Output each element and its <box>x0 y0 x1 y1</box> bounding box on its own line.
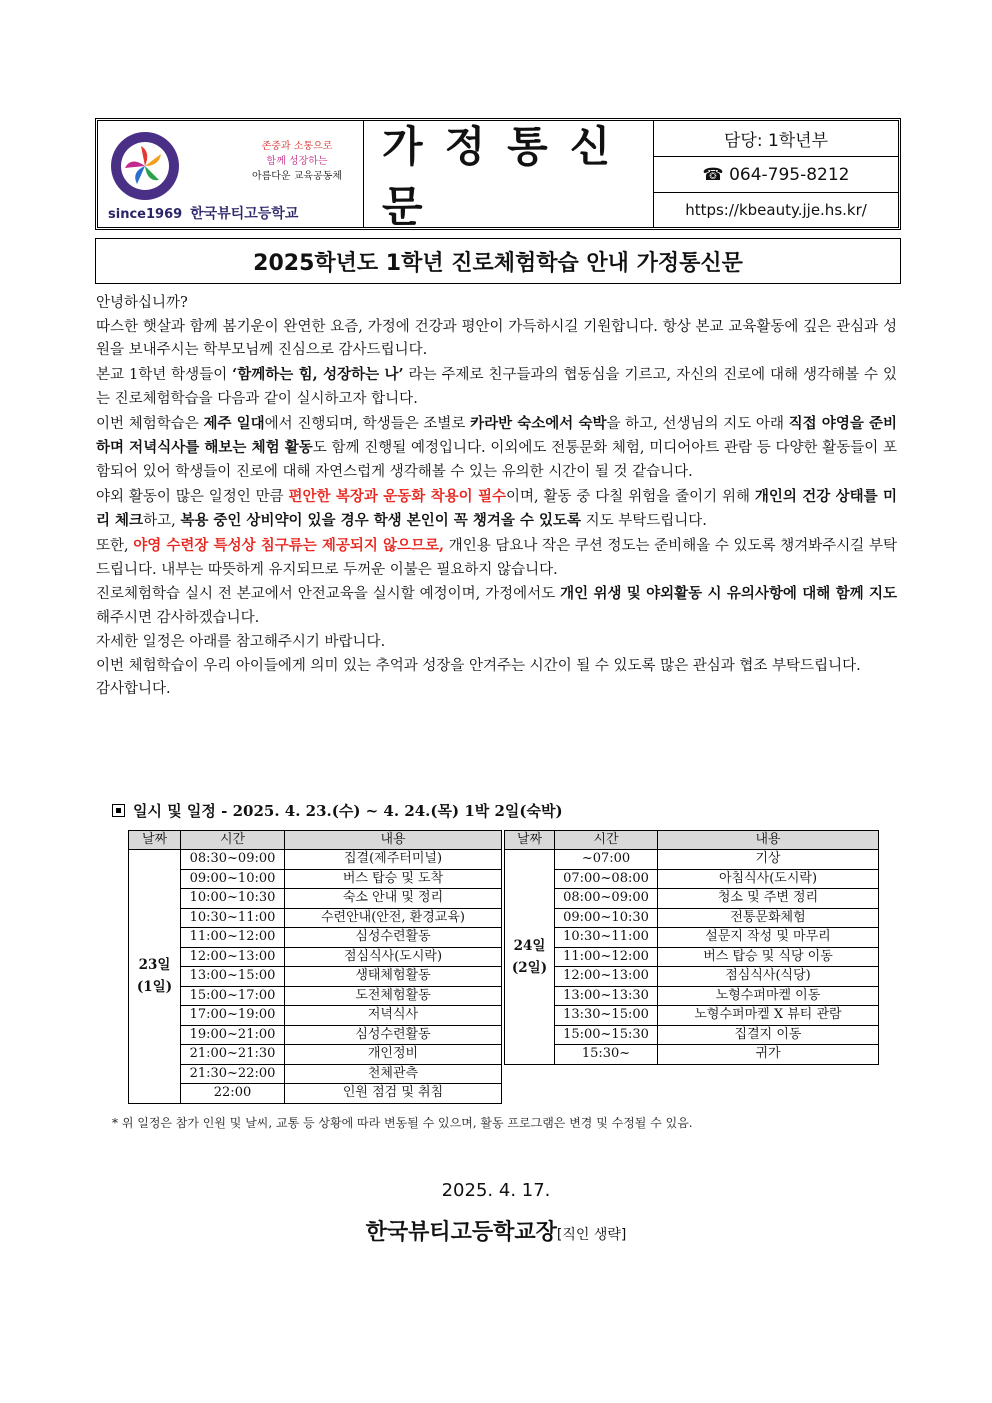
since-label: since1969 <box>108 207 183 222</box>
table-row <box>129 889 502 909</box>
logo-area <box>98 121 364 227</box>
day-cell <box>129 850 181 1104</box>
content-cell: 생태체험활동 <box>285 967 502 987</box>
content-cell: 설문지 작성 및 마무리 <box>658 928 879 948</box>
red-emphasis: 야영 수련장 특성상 침구류는 제공되지 않으므로, <box>133 537 445 555</box>
text: 이번 체험학습은 <box>96 415 204 432</box>
text: 또한, <box>96 538 134 555</box>
table-row <box>129 850 502 870</box>
department: 담당: 1학년부 <box>654 121 898 157</box>
principal-signature <box>0 1215 992 1246</box>
table-row <box>505 967 879 987</box>
time-cell: ~07:00 <box>555 850 658 870</box>
table-row <box>129 986 502 1006</box>
text: 개인용 담요나 작은 쿠션 정도는 준비해올 수 있도록 챙겨봐주시길 부탁드립니다. 내부는 따뜻하게 유지되므로 두꺼운 이불은 필요하지 않습니다. <box>96 538 897 578</box>
time-cell: 13:00~13:30 <box>555 986 658 1006</box>
content-cell: 점심식사(식당) <box>658 967 879 987</box>
content-cell: 저녁식사 <box>285 1006 502 1026</box>
paragraph: 자세한 일정은 아래를 참고해주시기 바랍니다. <box>96 633 386 650</box>
title-area <box>364 121 654 231</box>
content-cell: 청소 및 주변 정리 <box>658 889 879 909</box>
subject-title: 2025학년도 1학년 진로체험학습 안내 가정통신문 <box>95 238 901 284</box>
time-cell: 17:00~19:00 <box>181 1006 285 1026</box>
table-row <box>505 908 879 928</box>
content-cell: 심성수련활동 <box>285 928 502 948</box>
time-cell: 10:30~11:00 <box>181 908 285 928</box>
table-row <box>129 928 502 948</box>
text: 해주시면 감사하겠습니다. <box>96 610 260 627</box>
time-cell: 15:30~ <box>555 1045 658 1065</box>
content-cell: 귀가 <box>658 1045 879 1065</box>
content-cell: 수련안내(안전, 환경교육) <box>285 908 502 928</box>
column-header-day: 날짜 <box>505 831 555 850</box>
time-cell: 15:00~15:30 <box>555 1025 658 1045</box>
time-cell: 21:00~21:30 <box>181 1045 285 1065</box>
website-link[interactable]: https://kbeauty.jje.hs.kr/ <box>685 201 867 219</box>
time-cell: 22:00 <box>181 1084 285 1104</box>
text: 을 하고, 선생님의 지도 아래 <box>606 415 789 432</box>
schedule-table-day2 <box>504 830 879 1065</box>
time-cell: 12:00~13:00 <box>555 967 658 987</box>
text: 진로체험학습 실시 전 본교에서 안전교육을 실시할 예정이며, 가정에서도 <box>96 586 561 603</box>
time-cell: 13:30~15:00 <box>555 1006 658 1026</box>
text: 하고, <box>143 513 181 530</box>
text: 도 함께 진행될 예정입니다. 이외에도 전통문화 체험, 미디어아트 관람 등 다양한 활동들이 포함되어 있어 학생들이 진로에 대해 자연스럽게 생각해볼 수 있는 유의한 시간이 될 것 같습니다. <box>96 440 897 480</box>
day-sublabel: (2일) <box>511 959 548 976</box>
info-area <box>654 121 898 227</box>
table-row <box>129 1006 502 1026</box>
time-cell: 07:00~08:00 <box>555 869 658 889</box>
day-label: 23일 <box>138 957 171 974</box>
paragraph <box>96 534 897 582</box>
time-cell: 21:30~22:00 <box>181 1064 285 1084</box>
text: 야외 활동이 많은 일정인 만큼 <box>96 488 289 505</box>
seal-note: [직인 생략] <box>556 1227 627 1243</box>
table-row <box>505 850 879 870</box>
content-cell: 천체관측 <box>285 1064 502 1084</box>
content-cell: 도전체험활동 <box>285 986 502 1006</box>
text: 지도 부탁드립니다. <box>580 513 707 530</box>
motto-line: 존중과 소통으로 <box>261 141 333 152</box>
column-header-time: 시간 <box>555 831 658 850</box>
time-cell: 11:00~12:00 <box>555 947 658 967</box>
schedule-title-text: 일시 및 일정 - 2025. 4. 23.(수) ~ 4. 24.(목) 1박 2일(숙박) <box>133 802 563 820</box>
schedule-footnote: * 위 일정은 참가 인원 및 날씨, 교통 등 상황에 따라 변동될 수 있으며, 활동 프로그램은 변경 및 수정될 수 있음. <box>112 1116 693 1130</box>
text: 본교 1학년 학생들이 <box>96 367 233 384</box>
issue-date: 2025. 4. 17. <box>441 1180 551 1201</box>
table-row <box>505 986 879 1006</box>
content-cell: 노형수퍼마켙 이동 <box>658 986 879 1006</box>
table-row <box>129 947 502 967</box>
column-header-content: 내용 <box>285 831 502 850</box>
bold-text: 제주 일대 <box>203 414 265 432</box>
bold-text: 개인의 건강 상태를 미리 체크 <box>96 487 897 530</box>
schedule-title <box>112 800 563 821</box>
content-cell: 기상 <box>658 850 879 870</box>
letter-body <box>96 292 897 702</box>
content-cell: 심성수련활동 <box>285 1025 502 1045</box>
day-sublabel: (1일) <box>136 979 173 996</box>
text: 에서 진행되며, 학생들은 조별로 <box>264 415 471 432</box>
content-cell: 집결(제주터미널) <box>285 850 502 870</box>
table-row <box>129 908 502 928</box>
paragraph <box>96 485 897 534</box>
column-header-day: 날짜 <box>129 831 181 850</box>
content-cell: 숙소 안내 및 정리 <box>285 889 502 909</box>
school-motto <box>238 139 356 184</box>
paragraph <box>96 412 897 485</box>
day-label: 24일 <box>513 937 546 954</box>
bold-text: 개인 위생 및 야외활동 시 유의사항에 대해 함께 지도 <box>560 585 897 603</box>
text: 이며, 활동 중 다칠 위험을 줄이기 위해 <box>505 488 755 505</box>
paragraph <box>96 363 897 411</box>
schedule-table-day1 <box>128 830 502 1104</box>
table-row <box>505 928 879 948</box>
text: 라는 주제로 친구들과의 협동심을 기르고, 자신의 진로에 대해 생각해볼 수 있는 진로체험학습을 다음과 같이 실시하고자 합니다. <box>96 367 897 407</box>
content-cell: 인원 점검 및 취침 <box>285 1084 502 1104</box>
content-cell: 점심식사(도시락) <box>285 947 502 967</box>
content-cell: 버스 탑승 및 식당 이동 <box>658 947 879 967</box>
school-emblem-icon <box>110 131 180 201</box>
motto-line: 아름다운 교육공동체 <box>251 171 343 182</box>
motto-line: 함께 성장하는 <box>266 156 328 167</box>
table-row <box>129 967 502 987</box>
content-cell: 아침식사(도시락) <box>658 869 879 889</box>
table-row <box>129 1025 502 1045</box>
time-cell: 10:30~11:00 <box>555 928 658 948</box>
phone-number: ☎ 064-795-8212 <box>654 157 898 193</box>
table-row <box>129 1084 502 1104</box>
column-header-time: 시간 <box>181 831 285 850</box>
table-row <box>505 947 879 967</box>
table-row <box>505 1025 879 1045</box>
letterhead <box>95 118 901 230</box>
bold-text: 카라반 숙소에서 숙박 <box>470 414 607 432</box>
content-cell: 노형수퍼마켙 X 뷰티 관람 <box>658 1006 879 1026</box>
school-signature <box>108 203 358 223</box>
principal-title: 한국뷰티고등학교장 <box>365 1220 557 1245</box>
column-header-content: 내용 <box>658 831 879 850</box>
document-title: 가정통신문 <box>382 122 633 231</box>
table-row <box>505 1045 879 1065</box>
bold-text: 직접 야영을 준비하며 저녁식사를 해보는 체험 활동 <box>96 414 897 457</box>
content-cell: 전통문화체험 <box>658 908 879 928</box>
time-cell: 11:00~12:00 <box>181 928 285 948</box>
table-row <box>129 869 502 889</box>
table-row <box>505 869 879 889</box>
paragraph: 이번 체험학습이 우리 아이들에게 의미 있는 추억과 성장을 안겨주는 시간이 될 수 있도록 많은 관심과 협조 부탁드립니다. <box>96 657 861 674</box>
greeting: 안녕하십니까? <box>96 295 188 311</box>
paragraph <box>96 582 897 630</box>
paragraph: 감사합니다. <box>96 681 171 698</box>
time-cell: 12:00~13:00 <box>181 947 285 967</box>
red-emphasis: 편안한 복장과 운동화 착용이 필수 <box>288 487 506 505</box>
theme-text: ‘함께하는 힘, 성장하는 나’ <box>232 366 404 384</box>
time-cell: 13:00~15:00 <box>181 967 285 987</box>
content-cell: 개인정비 <box>285 1045 502 1065</box>
time-cell: 09:00~10:30 <box>555 908 658 928</box>
time-cell: 15:00~17:00 <box>181 986 285 1006</box>
time-cell: 10:00~10:30 <box>181 889 285 909</box>
content-cell: 집결지 이동 <box>658 1025 879 1045</box>
time-cell: 08:30~09:00 <box>181 850 285 870</box>
table-row <box>129 1064 502 1084</box>
school-name: 한국뷰티고등학교 <box>190 206 299 222</box>
time-cell: 09:00~10:00 <box>181 869 285 889</box>
table-row <box>505 1006 879 1026</box>
square-bullet-icon <box>112 804 125 817</box>
bold-text: 복용 중인 상비약이 있을 경우 학생 본인이 꼭 챙겨올 수 있도록 <box>180 512 581 530</box>
table-row <box>129 1045 502 1065</box>
day-cell <box>505 850 555 1065</box>
table-row <box>505 889 879 909</box>
paragraph: 따스한 햇살과 함께 봄기운이 완연한 요즘, 가정에 건강과 평안이 가득하시길 기원합니다. 항상 본교 교육활동에 깊은 관심과 성원을 보내주시는 학부모님께 진심으로 감사드립니다. <box>96 318 897 359</box>
content-cell: 버스 탑승 및 도착 <box>285 869 502 889</box>
time-cell: 19:00~21:00 <box>181 1025 285 1045</box>
time-cell: 08:00~09:00 <box>555 889 658 909</box>
